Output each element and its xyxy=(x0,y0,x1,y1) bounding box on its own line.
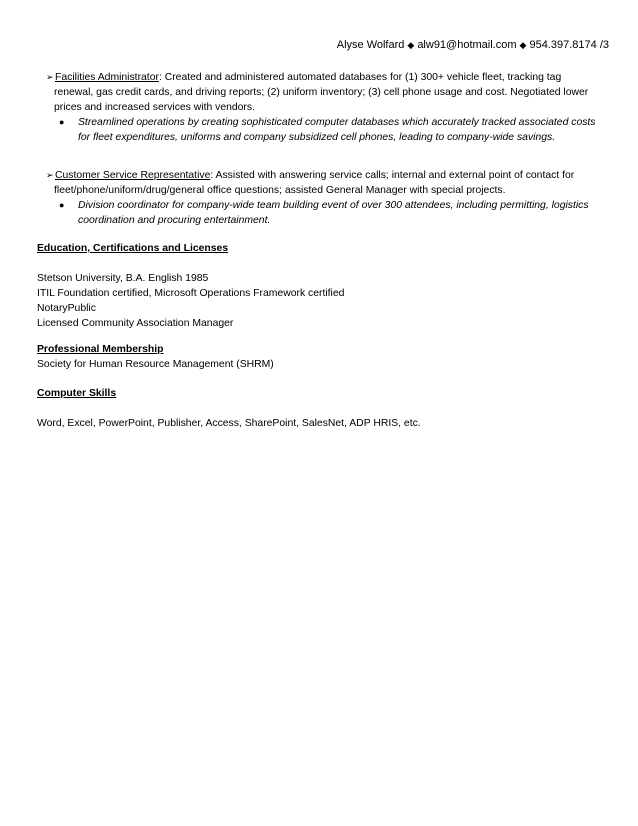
bullet-dot-icon: ● xyxy=(59,200,65,210)
education-item: Licensed Community Association Manager xyxy=(37,318,234,329)
achievement-line: for fleet expenditures, uniforms and company subsidized cell phones, leading to company-wide savings. xyxy=(78,132,556,143)
entry-description xyxy=(46,85,602,115)
role-description-line: : Created and administered automated databases for (1) 300+ vehicle fleet, tracking tag xyxy=(158,72,562,83)
achievement-line: coordination and procuring entertainment. xyxy=(78,215,271,226)
membership-section xyxy=(37,342,597,372)
diamond-separator-icon: ◆ xyxy=(519,40,527,50)
skills-section xyxy=(37,386,597,431)
education-item: ITIL Foundation certified, Microsoft Operations Framework certified xyxy=(37,288,345,299)
header-email: alw91@hotmail.com xyxy=(417,39,517,51)
achievement-line: Division coordinator for company-wide team building event of over 300 attendees, including permitting, logistics xyxy=(78,200,589,211)
bullet-dot-icon: ● xyxy=(59,117,65,127)
section-heading-skills: Computer Skills xyxy=(37,388,117,399)
education-section xyxy=(37,241,597,331)
role-description-line: : Assisted with answering service calls; internal and external point of contact for xyxy=(210,170,575,181)
role-title: Facilities Administrator xyxy=(55,72,159,83)
skills-item: Word, Excel, PowerPoint, Publisher, Access, SharePoint, SalesNet, ADP HRIS, etc. xyxy=(37,418,421,429)
section-heading-membership: Professional Membership xyxy=(37,344,164,355)
page-header xyxy=(337,38,609,52)
education-item: NotaryPublic xyxy=(37,303,96,314)
role-title: Customer Service Representative xyxy=(55,170,211,181)
diamond-separator-icon: ◆ xyxy=(407,40,415,50)
experience-entry-customer-service-representative xyxy=(46,168,602,228)
achievement-line: Streamlined operations by creating sophisticated computer databases which accurately tracked associated costs xyxy=(78,117,596,128)
header-phone: 954.397.8174 xyxy=(529,39,597,51)
arrow-bullet-icon: ➢ xyxy=(46,72,54,82)
section-heading-education: Education, Certifications and Licenses xyxy=(37,243,229,254)
entry-description xyxy=(46,183,602,198)
header-page-number: /3 xyxy=(599,39,609,51)
role-description-line: renewal, gas credit cards, and driving reports; (2) uniform inventory; (3) cell phone usage and cost. Negotiated lower xyxy=(54,87,589,98)
header-name: Alyse Wolfard xyxy=(336,39,405,51)
role-description-line: prices and increased services with vendors. xyxy=(54,102,255,113)
experience-entry-facilities-administrator xyxy=(46,70,602,145)
achievement-bullet xyxy=(46,198,602,228)
achievement-bullet xyxy=(46,115,602,145)
education-item: Stetson University, B.A. English 1985 xyxy=(37,273,209,284)
arrow-bullet-icon: ➢ xyxy=(46,170,54,180)
membership-item: Society for Human Resource Management (SHRM) xyxy=(37,359,274,370)
role-description-line: fleet/phone/uniform/drug/general office questions; assisted General Manager with special projects. xyxy=(54,185,506,196)
entry-title xyxy=(46,168,602,183)
entry-title xyxy=(46,70,602,85)
